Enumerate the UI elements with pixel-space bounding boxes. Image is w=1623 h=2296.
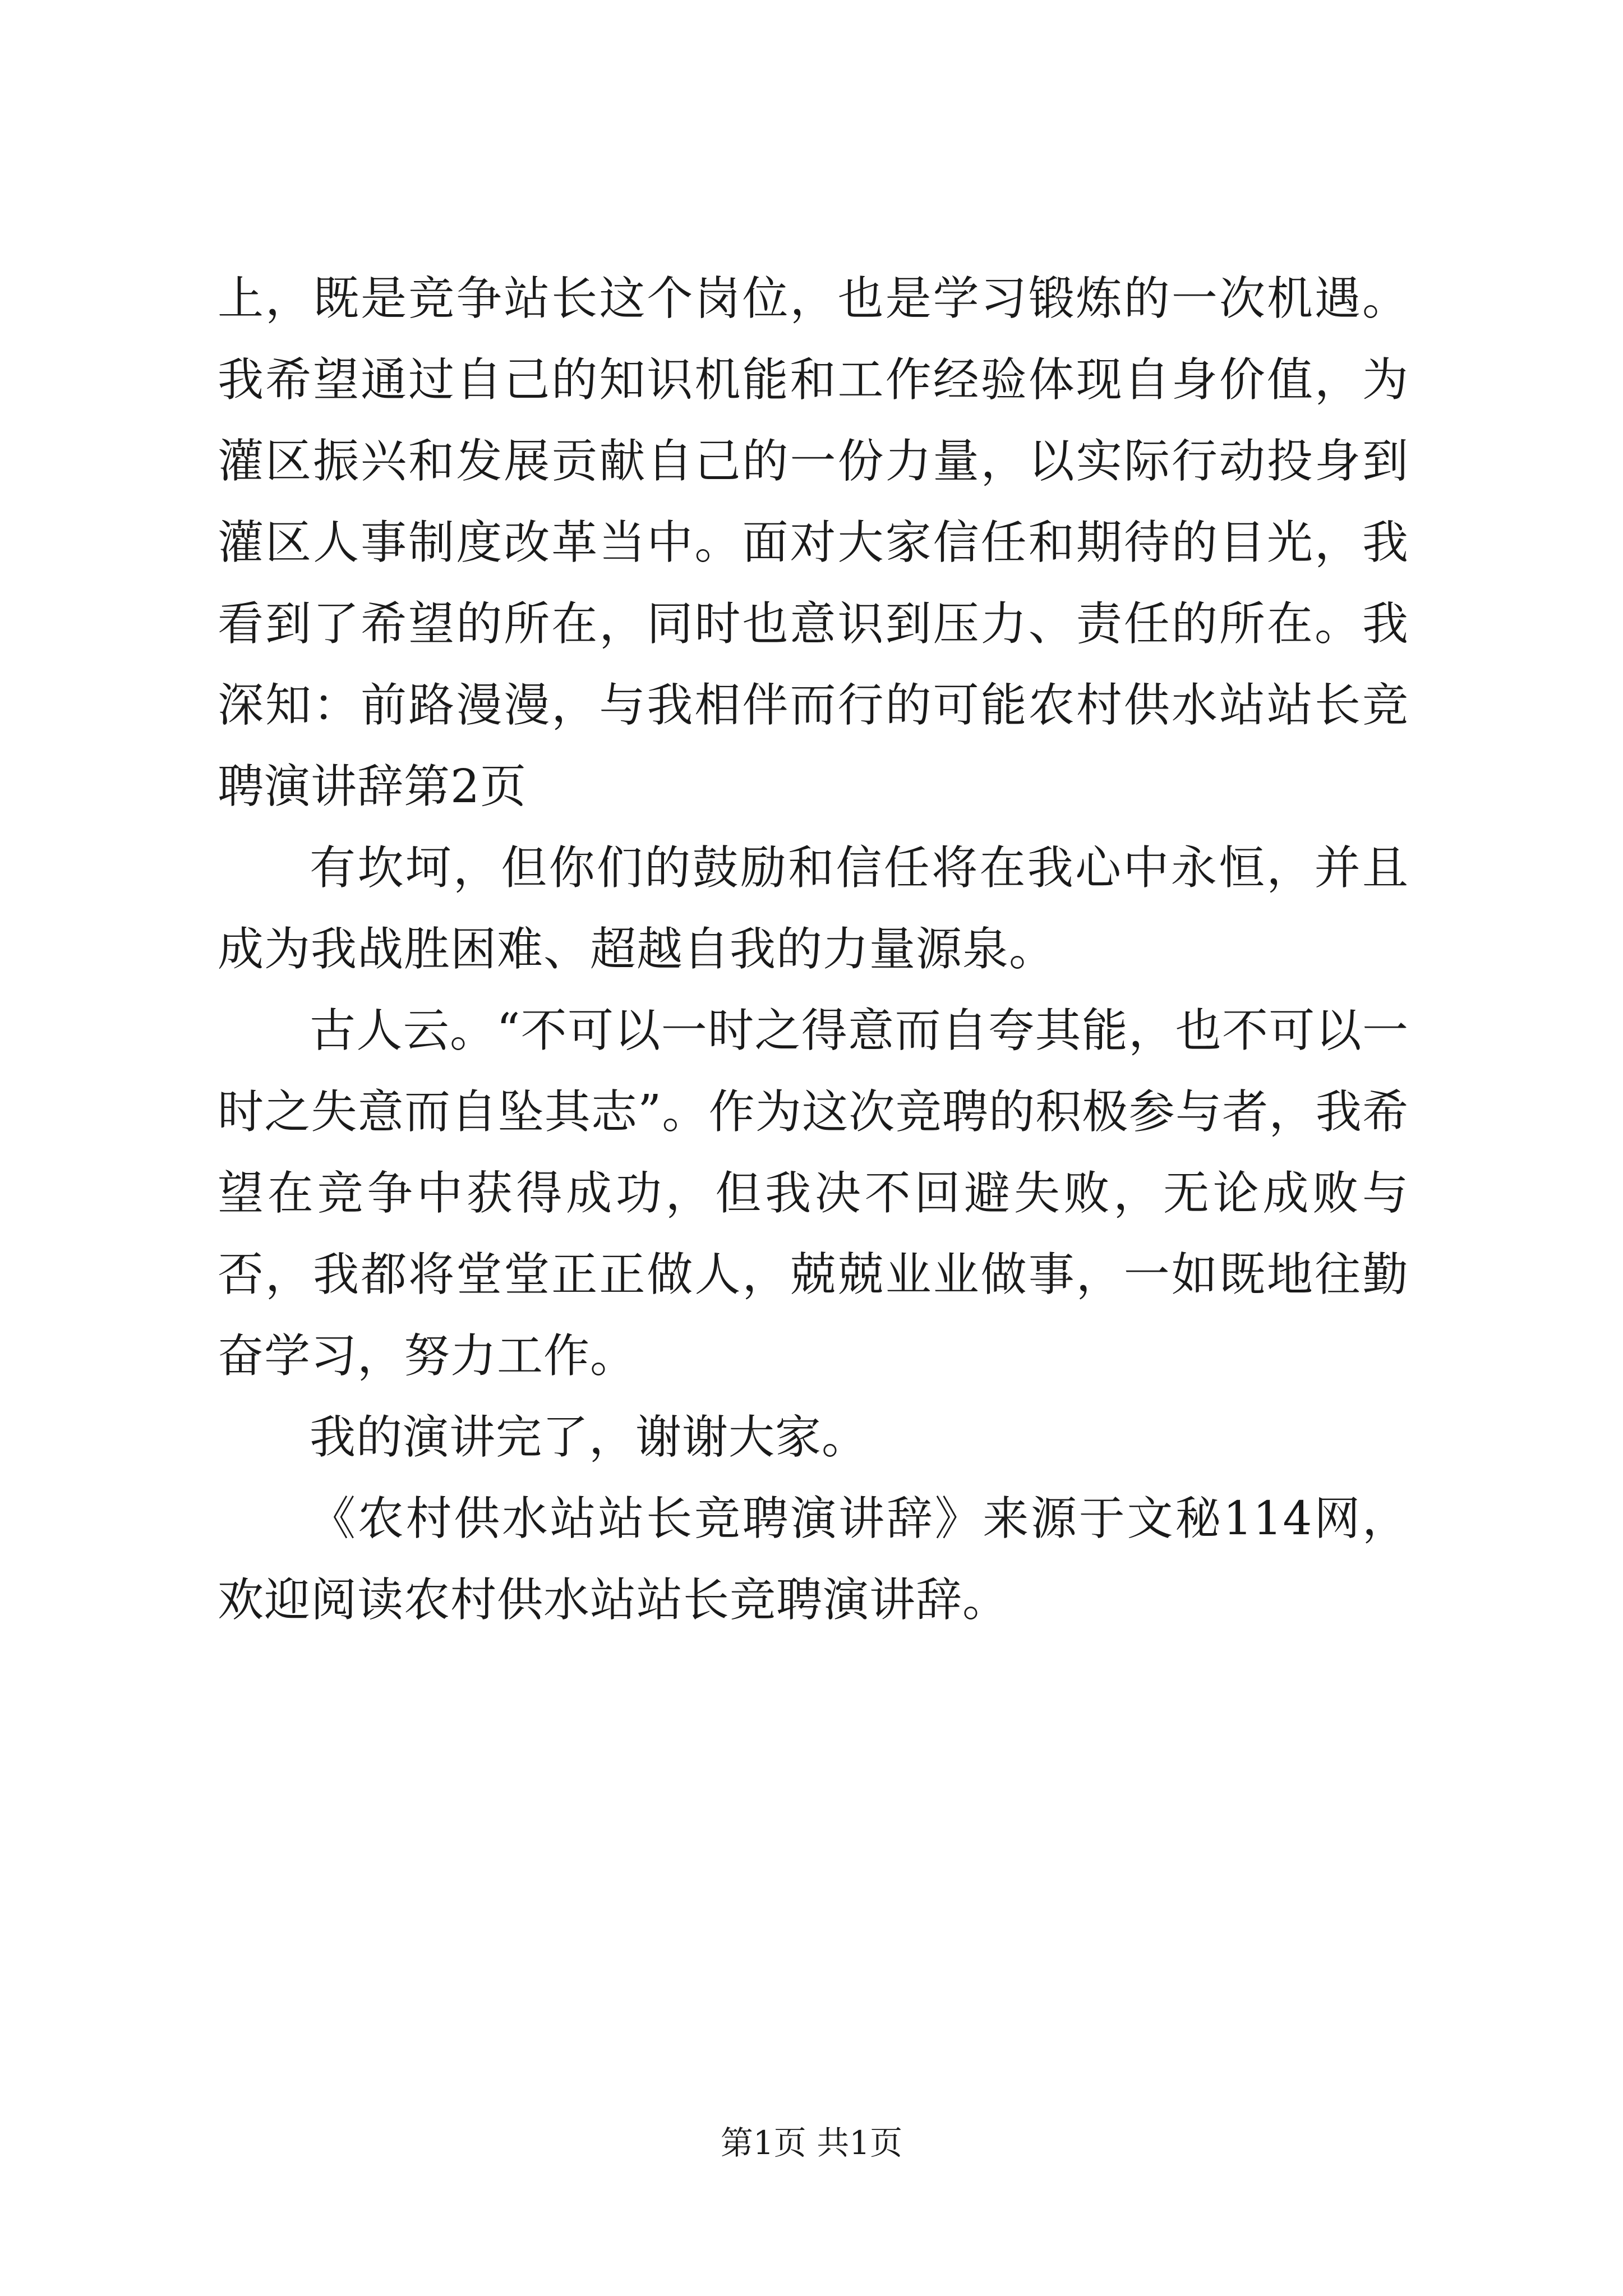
- paragraph-3: 古人云。“不可以一时之得意而自夸其能，也不可以一时之失意而自坠其志”。作为这次竞聘的积极参与者，我希望在竞争中获得成功，但我决不回避失败，无论成败与否，我都将堂堂正正做人，兢兢业业做事，一如既地往勤奋学习，努力工作。: [218, 1004, 1409, 1383]
- paragraph-5: 《农村供水站站长竞聘演讲辞》来源于文秘114网，欢迎阅读农村供水站站长竞聘演讲辞。: [218, 1492, 1409, 1627]
- paragraph-2: 有坎坷，但你们的鼓励和信任将在我心中永恒，并且成为我战胜困难、超越自我的力量源泉。: [218, 841, 1409, 976]
- document-body: [218, 258, 1409, 1641]
- page-footer: 第1页 共1页: [720, 2124, 903, 2162]
- paragraph-1: 上，既是竞争站长这个岗位，也是学习锻炼的一次机遇。我希望通过自己的知识机能和工作经验体现自身价值，为灌区振兴和发展贡献自己的一份力量，以实际行动投身到灌区人事制度改革当中。面对大家信任和期待的目光，我看到了希望的所在，同时也意识到压力、责任的所在。我深知：前路漫漫，与我相伴而行的可能农村供水站站长竞聘演讲辞第2页: [218, 272, 1409, 813]
- paragraph-4: 我的演讲完了，谢谢大家。: [310, 1411, 869, 1464]
